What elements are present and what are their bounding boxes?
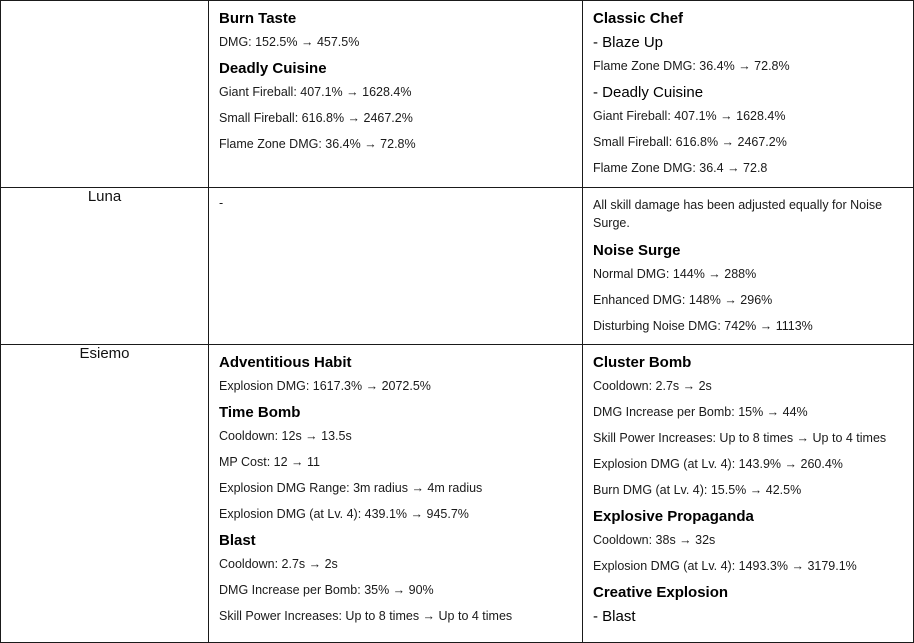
change-line: Flame Zone DMG: 36.4 → 72.8 (593, 160, 768, 175)
character-name-cell (1, 1, 209, 188)
change-line: Skill Power Increases: Up to 8 times → Up to 4 times (593, 431, 887, 446)
change-line: Explosion DMG: 1617.3% → 2072.5% (219, 379, 431, 394)
table-row (1, 187, 914, 345)
skill-title: Cluster Bomb (593, 354, 692, 372)
sub-skill-title: - Blast (593, 607, 636, 625)
table-body (1, 1, 914, 643)
skill-title: Burn Taste (219, 10, 297, 27)
change-line: Explosion DMG (at Lv. 4): 143.9% → 260.4% (593, 457, 843, 471)
change-line: DMG Increase per Bomb: 15% → 44% (593, 405, 808, 420)
change-line: Burn DMG (at Lv. 4): 15.5% → 42.5% (593, 482, 802, 497)
table-row (1, 345, 914, 642)
change-line: Cooldown: 38s → 32s (593, 532, 716, 547)
change-line: Flame Zone DMG: 36.4% → 72.8% (593, 59, 790, 73)
change-line: Skill Power Increases: Up to 8 times → Up to 4 times (219, 608, 513, 623)
sub-skill-title: - Blaze Up (593, 34, 664, 51)
cell-content (583, 1, 913, 187)
before-changes-cell (209, 1, 583, 188)
skill-title: Explosive Propaganda (593, 507, 754, 525)
skill-title: Adventitious Habit (219, 354, 352, 372)
cell-content (209, 188, 582, 221)
change-line: Explosion DMG Range: 3m radius → 4m radius (219, 481, 483, 495)
after-changes-cell (583, 345, 914, 642)
before-changes-cell (209, 187, 583, 345)
character-name: Esiemo (79, 345, 130, 363)
change-line: Cooldown: 2.7s → 2s (593, 379, 712, 394)
after-changes-cell (583, 1, 914, 188)
change-line: Small Fireball: 616.8% → 2467.2% (593, 134, 787, 149)
skill-title: Deadly Cuisine (219, 59, 327, 77)
empty-placeholder: - (219, 195, 224, 210)
after-changes-cell (583, 187, 914, 345)
change-line: Normal DMG: 144% → 288% (593, 266, 757, 281)
change-line: Cooldown: 12s → 13.5s (219, 429, 352, 444)
change-line: Giant Fireball: 407.1% → 1628.4% (593, 108, 786, 123)
skill-title: Creative Explosion (593, 583, 729, 601)
before-changes-cell (209, 345, 583, 642)
character-name: Luna (87, 187, 122, 205)
skill-title: Time Bomb (219, 404, 301, 422)
change-line: MP Cost: 12 → 11 (219, 455, 320, 470)
change-line: Disturbing Noise DMG: 742% → 1113% (593, 318, 813, 333)
change-line: Explosion DMG (at Lv. 4): 439.1% → 945.7% (219, 506, 469, 521)
change-line: Explosion DMG (at Lv. 4): 1493.3% → 3179.1% (593, 558, 857, 573)
skill-title: Classic Chef (593, 10, 684, 27)
cell-content (209, 1, 582, 163)
cell-content (583, 345, 913, 641)
character-name-cell (1, 345, 209, 642)
change-line: DMG: 152.5% → 457.5% (219, 35, 360, 49)
adjustment-note: All skill damage has been adjusted equally for Noise Surge. (593, 197, 883, 230)
change-line: Enhanced DMG: 148% → 296% (593, 292, 773, 307)
skill-title: Blast (219, 531, 256, 549)
cell-content (209, 345, 582, 634)
change-line: Cooldown: 2.7s → 2s (219, 556, 338, 571)
skill-title: Noise Surge (593, 241, 681, 259)
table-row (1, 1, 914, 188)
change-line: Small Fireball: 616.8% → 2467.2% (219, 110, 413, 125)
change-line: DMG Increase per Bomb: 35% → 90% (219, 582, 434, 597)
cell-content (583, 188, 913, 345)
character-name-cell (1, 187, 209, 345)
sub-skill-title: - Deadly Cuisine (593, 83, 704, 101)
change-line: Giant Fireball: 407.1% → 1628.4% (219, 84, 412, 99)
change-line: Flame Zone DMG: 36.4% → 72.8% (219, 136, 416, 151)
